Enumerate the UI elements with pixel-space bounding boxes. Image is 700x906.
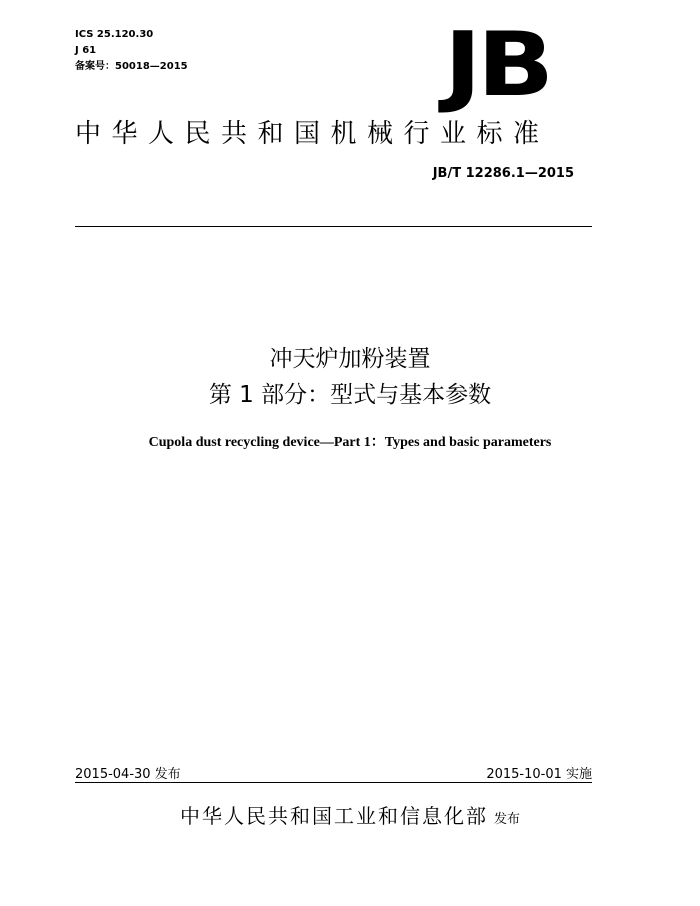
classification-block — [75, 27, 188, 75]
bottom-divider — [75, 782, 592, 783]
publisher — [0, 800, 700, 829]
ics-code: ICS 25.120.30 — [75, 29, 154, 40]
publisher-suffix: 发布 — [493, 812, 520, 827]
top-divider — [75, 226, 592, 227]
implementation-date: 2015-10-01 实施 — [486, 767, 592, 782]
jb-logo: JB — [444, 13, 550, 116]
title-en: Cupola dust recycling device—Part 1：Types and basic parameters — [148, 435, 552, 450]
title-cn-line2: 第 1 部分：型式与基本参数 — [208, 382, 492, 408]
publisher-org: 中华人民共和国工业和信息化部 — [179, 804, 488, 828]
standard-category: 中华人民共和国机械行业标准 — [75, 119, 550, 149]
issue-date: 2015-04-30 发布 — [75, 767, 181, 782]
standard-code: JB/T 12286.1—2015 — [432, 166, 574, 181]
record-number: 备案号：50018—2015 — [75, 61, 188, 72]
ccs-code: J 61 — [75, 45, 97, 56]
title-cn-line1: 冲天炉加粉装置 — [269, 346, 431, 372]
